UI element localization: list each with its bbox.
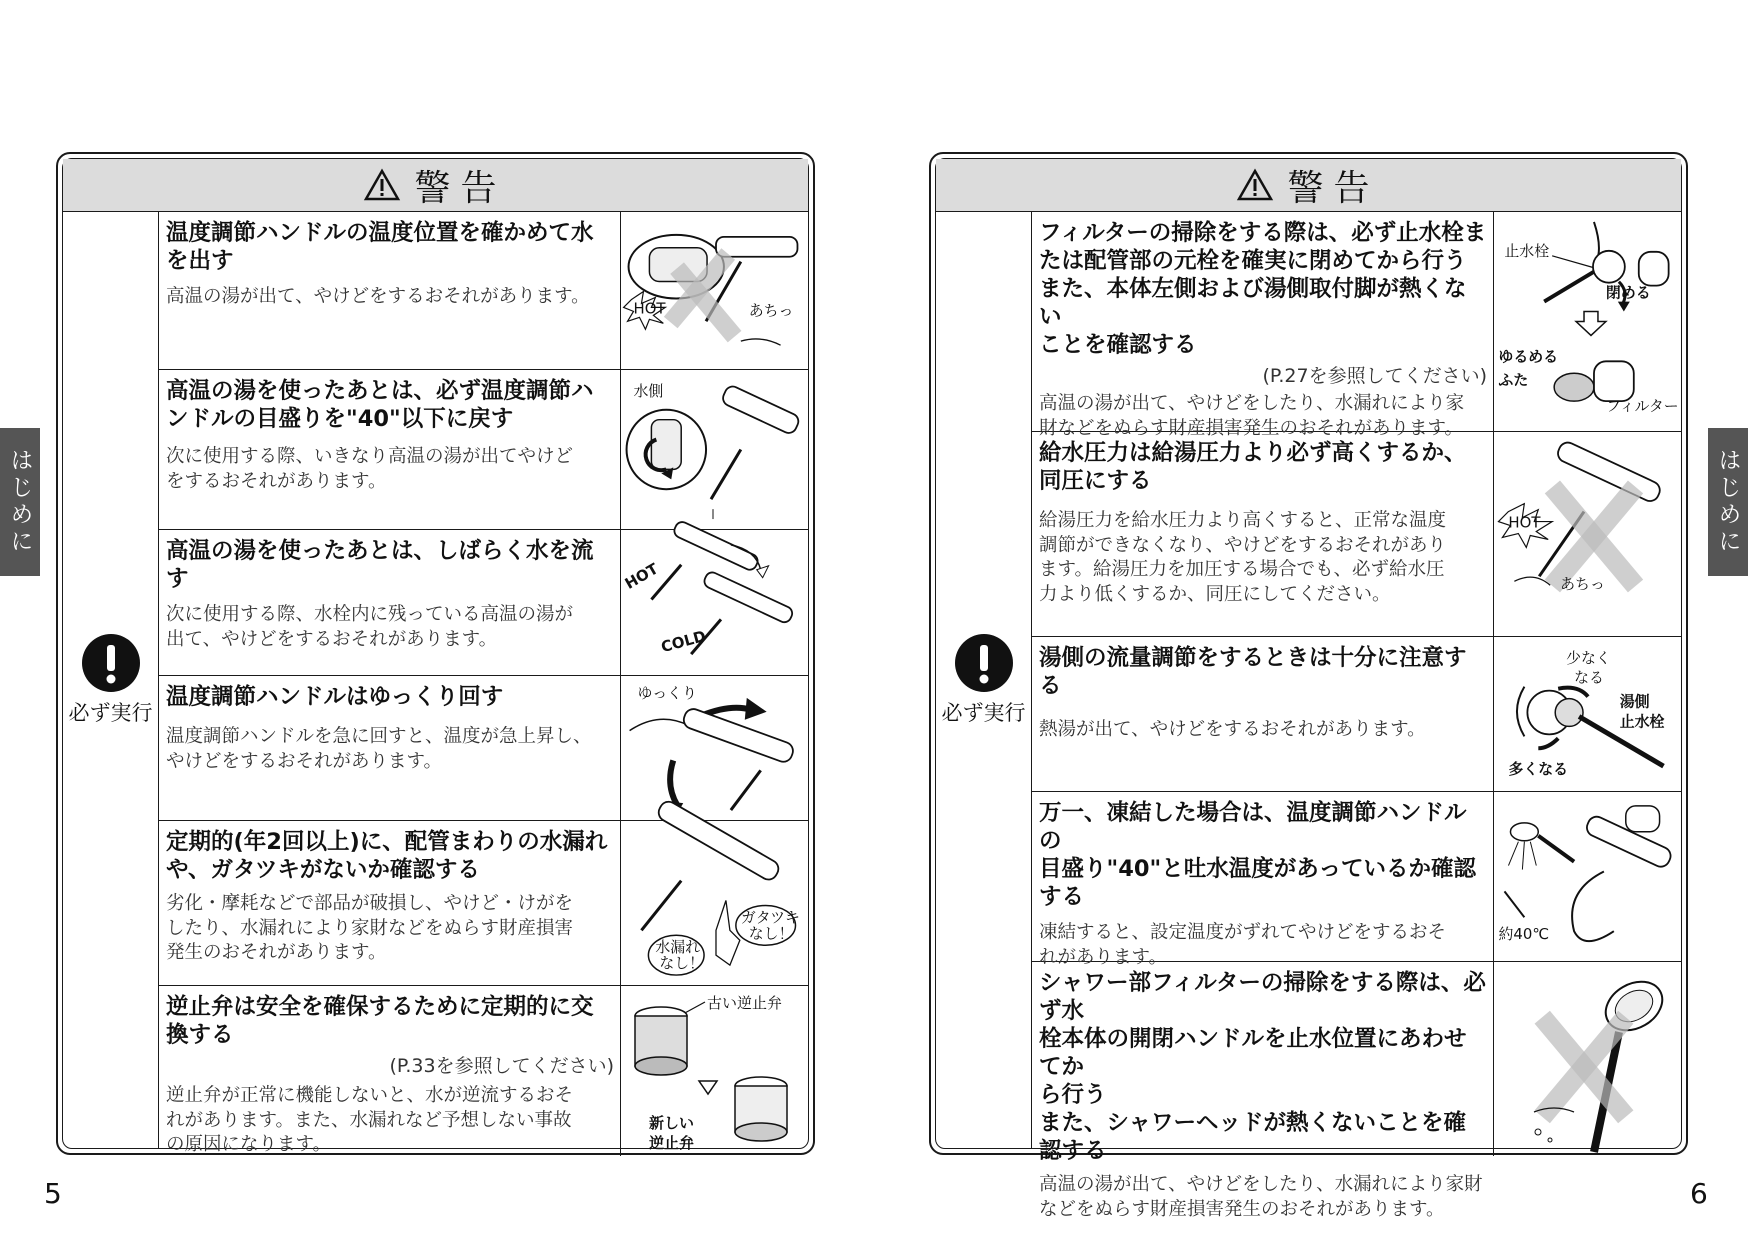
mandatory-action-icon: [81, 633, 141, 693]
warning-item: [158, 212, 808, 370]
warning-header: [936, 159, 1681, 212]
hot-label: HOT: [633, 299, 666, 318]
side-tab-left: [0, 428, 40, 576]
item-description: 劣化・摩耗などで部品が破損し、やけど・けがを したり、水漏れにより家財などをぬらす財産損害 発生のおそれがあります。: [166, 893, 574, 963]
page-number-left: 5: [44, 1177, 62, 1210]
illustration-pressure-hot: [1494, 432, 1681, 636]
warning-item: [1031, 212, 1681, 439]
item-heading: 湯側の流量調節をするときは十分に注意す る: [1039, 645, 1467, 699]
mizugawa-label: 水側: [633, 381, 664, 400]
gatatsuki-label: ガタツキ: [740, 908, 800, 927]
illustration-faucet-hot: [621, 212, 808, 369]
achi-label: あちっ: [1560, 575, 1605, 594]
shisuisen-label-2: 止水栓: [1619, 712, 1665, 731]
illustration-leak-check: [621, 821, 808, 985]
sukunaku-label: 少なく: [1566, 648, 1611, 667]
warning-title: 警告: [414, 167, 507, 209]
item-heading: 給水圧力は給湯圧力より必ず高くするか、 同圧にする: [1039, 440, 1467, 494]
nashi-label-2: なし！: [659, 954, 705, 973]
item-description: 逆止弁が正常に機能しないと、水が逆流するおそ れがあります。また、水漏れなど予想しない事故 の原因になります。: [166, 1085, 574, 1155]
yugawa-label: 湯側: [1619, 692, 1650, 711]
yukkuri-label: ゆっくり: [637, 683, 697, 702]
item-heading: 高温の湯を使ったあとは、必ず温度調節ハ ンドルの目盛りを"40"以下に戻す: [166, 378, 594, 432]
warning-panel-left: [56, 152, 815, 1155]
warning-item: [158, 676, 808, 821]
item-description: 高温の湯が出て、やけどをしたり、水漏れにより家 財などをぬらす財産損害発生のおそれがあります。: [1039, 393, 1465, 439]
warning-triangle-icon: [1237, 169, 1273, 201]
atarashii-label: 新しい: [649, 1114, 695, 1132]
warning-item: [158, 986, 808, 1156]
item-description: 温度調節ハンドルを急に回すと、温度が急上昇し、 やけどをするおそれがあります。: [166, 726, 592, 772]
illustration-turn-slowly: [621, 676, 808, 820]
mandatory-label: 必ず実行: [68, 701, 153, 725]
warning-item: [158, 530, 808, 676]
side-tab-right: [1708, 428, 1748, 576]
page-number-right: 6: [1690, 1177, 1708, 1210]
warning-header: [63, 159, 808, 212]
gyakushiben-label: 逆止弁: [649, 1134, 695, 1152]
side-tab-label: はじめに: [6, 448, 33, 556]
yurumeru-label: ゆるめる: [1498, 347, 1559, 366]
warning-item: [1031, 792, 1681, 968]
warning-item: [1031, 637, 1681, 792]
warning-item: [158, 821, 808, 986]
futa-label: ふた: [1498, 371, 1529, 390]
side-tab-label: はじめに: [1714, 448, 1741, 556]
illustration-hot-cold-flow: [621, 530, 808, 675]
item-heading: 逆止弁は安全を確保するために定期的に交 換する: [166, 994, 594, 1048]
cold-label: COLD: [659, 626, 708, 657]
warning-item: [158, 370, 808, 530]
item-description: 熱湯が出て、やけどをするおそれがあります。: [1039, 719, 1426, 740]
illustration-filter-cleaning: [1494, 212, 1681, 431]
filter-label: フィルター: [1605, 397, 1679, 416]
shisuisen-label: 止水栓: [1504, 241, 1550, 260]
illustration-frozen-check: [1494, 792, 1681, 961]
furui-label: 古い逆止弁: [707, 994, 783, 1012]
item-description: 高温の湯が出て、やけどをしたり、水漏れにより家財 などをぬらす財産損害発生のおそれがあります。: [1039, 1174, 1483, 1220]
illustration-check-valve: [621, 986, 808, 1156]
item-description: 次に使用する際、水栓内に残っている高温の湯が 出て、やけどをするおそれがあります。: [166, 604, 574, 650]
mandatory-label: 必ず実行: [941, 701, 1026, 725]
achi-label: あちっ: [748, 301, 794, 320]
item-description: 高温の湯が出て、やけどをするおそれがあります。: [166, 286, 590, 307]
item-heading: 万一、凍結した場合は、温度調節ハンドルの 目盛り"40"と吐水温度があっているか確認 する: [1039, 800, 1477, 910]
illustration-shower-filter: [1494, 962, 1681, 1156]
item-heading: 温度調節ハンドルはゆっくり回す: [166, 684, 504, 710]
illustration-faucet-cold-side: [621, 370, 808, 529]
warning-panel-right: [929, 152, 1688, 1220]
hot-label: HOT: [1508, 513, 1541, 532]
mizumore-label: 水漏れ: [655, 938, 701, 957]
mandatory-action-icon: [954, 633, 1014, 693]
naru-label: なる: [1574, 668, 1604, 687]
warning-triangle-icon: [364, 169, 400, 201]
item-heading: 定期的(年2回以上)に、配管まわりの水漏れ や、ガタツキがないか確認する: [166, 829, 608, 883]
item-description: 凍結すると、設定温度がずれてやけどをするおそ れがあります。: [1039, 922, 1447, 968]
mandatory-column: [63, 212, 159, 1148]
nashi-label: なし！: [748, 924, 794, 943]
item-description: 給湯圧力を給水圧力より高くすると、正常な温度 調節ができなくなり、やけどをするおそれがあり ます。給湯圧力を加圧する場合でも、必ず給水圧 力より低くするか、同圧にしてください。: [1039, 510, 1447, 605]
shimeru-label: 閉める: [1605, 283, 1651, 302]
mandatory-column: [936, 212, 1032, 1148]
item-description: 次に使用する際、いきなり高温の湯が出てやけど をするおそれがあります。: [166, 446, 574, 492]
page-reference: (P.33を参照してください): [389, 1055, 614, 1077]
item-heading: 温度調節ハンドルの温度位置を確かめて水 を出す: [166, 220, 594, 274]
hot-label: HOT: [621, 559, 662, 593]
page-reference: (P.27を参照してください): [1262, 365, 1487, 387]
item-heading: フィルターの掃除をする際は、必ず止水栓ま たは配管部の元栓を確実に閉めてから行う また、本体左側および湯側取付脚が熱くない ことを確認する: [1039, 220, 1487, 358]
illustration-flow-adjust: [1494, 637, 1681, 791]
item-heading: 高温の湯を使ったあとは、しばらく水を流す: [166, 538, 594, 592]
ookunaru-label: 多くなる: [1508, 760, 1569, 779]
warning-item: [1031, 962, 1681, 1220]
warning-title: 警告: [1287, 167, 1380, 209]
item-heading: シャワー部フィルターの掃除をする際は、必ず水 栓本体の開閉ハンドルを止水位置にあわせてか ら行う また、シャワーヘッドが熱くないことを確認する: [1039, 970, 1486, 1164]
warning-item: [1031, 432, 1681, 637]
yaku40-label: 約40℃: [1498, 925, 1550, 944]
